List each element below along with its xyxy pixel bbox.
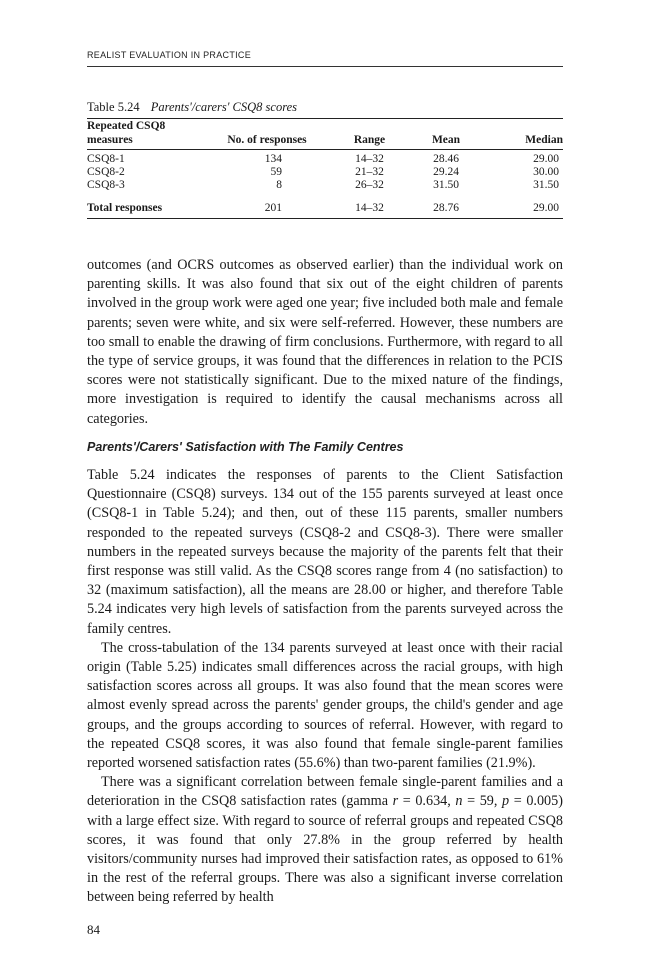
table-cell: CSQ8-3 xyxy=(87,179,125,191)
paragraph-correlation xyxy=(87,773,563,907)
table-header-row-2 xyxy=(87,133,563,150)
paragraph-text: There was a significant correlation between female single-parent families and a deterioration in the CSQ8 satisfaction rates (gamma xyxy=(87,774,563,810)
table-cell: 30.00 xyxy=(533,166,559,178)
header-responses: No. of responses xyxy=(202,133,332,150)
body-section-2 xyxy=(87,466,563,908)
table-cell: 28.46 xyxy=(433,153,459,165)
paragraph-outcomes: outcomes (and OCRS outcomes as observed earlier) than the individual work on parenting skills. It was also found that six out of the eight children of parents involved in the group work were aged one year; five included both male and female parents; seven were white, and six were self-referred. However, these numbers are too small to enable the drawing of firm conclusions. Furthermore, with regard to all the type of service groups, it was found that the differences in relation to the PCIS scores were not statistically significant. Due to the mixed nature of the findings, more investigation is required to identify the causal mechanisms across all categories. xyxy=(87,257,563,427)
running-head: REALIST EVALUATION IN PRACTICE xyxy=(87,50,563,67)
table-number: Table 5.24 xyxy=(87,100,140,114)
header-mean: Mean xyxy=(407,133,485,150)
table-cell: 26–32 xyxy=(355,179,384,191)
stat-symbol-r: r xyxy=(392,793,399,810)
table-header-row-1 xyxy=(87,119,563,134)
table-cell: 31.50 xyxy=(533,179,559,191)
table-cell: 31.50 xyxy=(433,179,459,191)
table-cell: 29.24 xyxy=(433,166,459,178)
table-row xyxy=(87,166,563,179)
table-cell: 134 xyxy=(264,153,282,165)
table-cell: Total responses xyxy=(87,192,202,219)
header-range: Range xyxy=(332,133,407,150)
stat-symbol-n: n xyxy=(455,793,463,810)
body-section-1 xyxy=(87,256,563,429)
table-cell: 59 xyxy=(270,166,282,178)
paragraph-cross-tabulation: The cross-tabulation of the 134 parents surveyed at least once with their racial origin (Table 5.25) indicates small differences across the racial groups, with high satisfaction scores across all groups. It was also found that the mean scores were almost evenly spread across the parents' gender groups, the child's gender and age groups, and the groups according to sources of referral. However, with regard to the repeated CSQ8 scores, it was also found that female single-parent families reported worsened satisfaction rates (55.6%) than two-parent families (21.9%). xyxy=(87,639,563,772)
section-heading: Parents'/Carers' Satisfaction with The Family Centres xyxy=(87,440,404,454)
table-row xyxy=(87,179,563,192)
header-median: Median xyxy=(485,133,563,150)
table-cell: 21–32 xyxy=(355,166,384,178)
paragraph-text: = 0.005) with a large effect size. With regard to source of referral groups and repeated CSQ8 scores, it was found that only 27.8% in the group referred by health visitors/community nurses had improved their satisfaction rates, as opposed to 61% in the rest of the referral groups. There was also a significant inverse correlation between being referred by health xyxy=(87,793,563,906)
paragraph-text: = 0.634, xyxy=(398,793,456,810)
page-number: 84 xyxy=(87,922,100,937)
table-title: Parents'/carers' CSQ8 scores xyxy=(150,100,298,114)
table-cell: 29.00 xyxy=(533,153,559,165)
stat-symbol-p: p xyxy=(502,793,510,810)
header-repeated-csq8: Repeated CSQ8 xyxy=(87,119,202,134)
table-cell: 8 xyxy=(276,179,282,191)
header-measures: measures xyxy=(87,133,202,150)
table-cell: 14–32 xyxy=(355,153,384,165)
table-cell: CSQ8-1 xyxy=(87,153,125,165)
paragraph-csq8-responses: Table 5.24 indicates the responses of parents to the Client Satisfaction Questionnaire (CSQ8) surveys. 134 out of the 155 parents surveyed at least once (CSQ8-1 in Table 5.24); and then, out of these 115 parents, smaller numbers responded to the repeated surveys (CSQ8-2 and CSQ8-3). There were smaller numbers in the repeated surveys because the majority of the parents felt that their first response was still valid. As the CSQ8 scores range from 4 (no satisfaction) to 32 (maximum satisfaction), all the means are 28.00 or higher, and therefore Table 5.24 indicates very high levels of satisfaction from the parents surveyed across the family centres. xyxy=(87,467,563,637)
csq8-table-block xyxy=(87,100,563,219)
table-caption xyxy=(87,100,563,115)
table-cell: 28.76 xyxy=(407,192,485,219)
csq8-scores-table xyxy=(87,118,563,219)
table-row xyxy=(87,150,563,167)
table-cell: 29.00 xyxy=(485,192,563,219)
table-cell: 201 xyxy=(202,192,332,219)
table-cell: 14–32 xyxy=(332,192,407,219)
table-total-row xyxy=(87,192,563,219)
table-cell: CSQ8-2 xyxy=(87,166,125,178)
paragraph-text: = 59, xyxy=(462,793,503,810)
